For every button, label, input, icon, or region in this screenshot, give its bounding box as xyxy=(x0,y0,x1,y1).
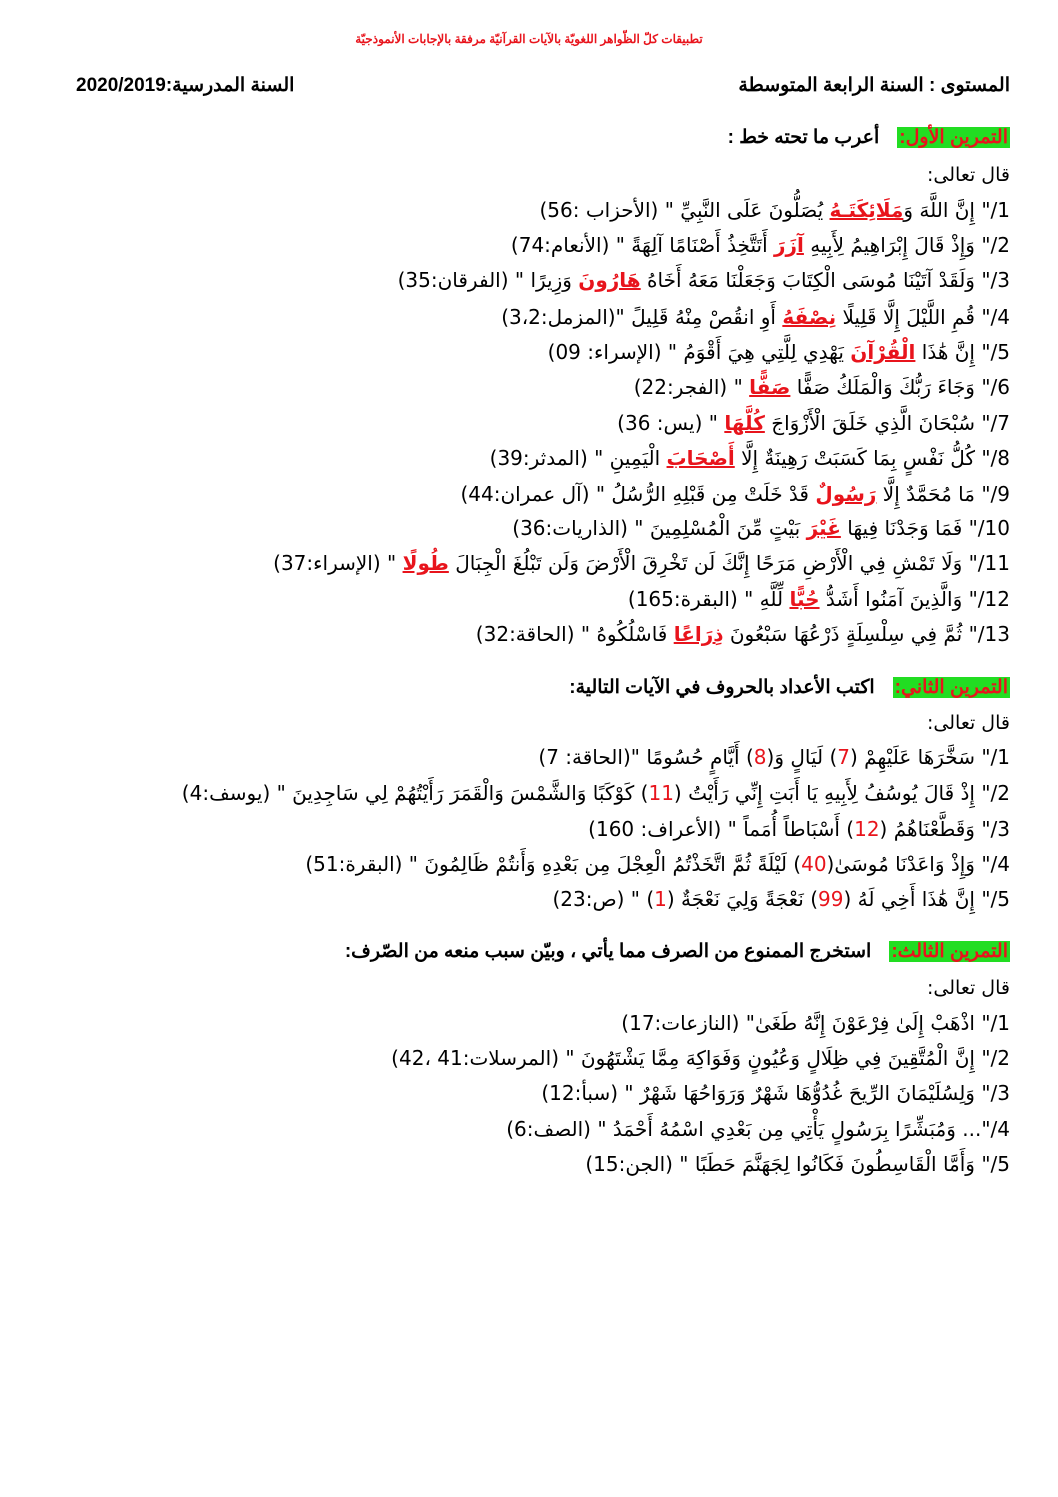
underlined-word: آزَرَ xyxy=(774,233,804,257)
underlined-word: طُولًا xyxy=(402,551,449,575)
school-year-label: السنة المدرسية:2020/2019 xyxy=(76,75,295,96)
level-label: المستوى : السنة الرابعة المتوسطة xyxy=(738,75,1010,96)
ex1-verse-6: 6/" وَجَاءَ رَبُّكَ وَالْمَلَكُ صَفًّا صَفًّا " (الفجر:22) xyxy=(633,375,1010,399)
ex1-verse-9: 9/" مَا مُحَمَّدٌ إِلَّا رَسُولٌ قَدْ خَلَتْ مِن قَبْلِهِ الرُّسُلُ " (آل عمران:44) xyxy=(460,482,1010,506)
number-value: 12 xyxy=(854,817,880,841)
number-value: 7 xyxy=(837,745,850,769)
underlined-word: مَلَائِكَتَـهُ xyxy=(829,198,904,222)
ex2-verse-4: 4/" وَإِذْ وَاعَدْنَا مُوسَىٰ(40) لَيْلَةً ثُمَّ اتَّخَذْتُمُ الْعِجْلَ مِن بَعْدِهِ وَأَنتُمْ ظَالِمُونَ " (البقرة:51) xyxy=(305,852,1010,876)
number-value: 99 xyxy=(818,887,844,911)
ex1-verse-10: 10/" فَمَا وَجَدْنَا فِيهَا غَيْرَ بَيْتٍ مِّنَ الْمُسْلِمِينَ " (الذاريات:36) xyxy=(512,516,1010,540)
ex1-verse-8: 8/" كُلُّ نَفْسٍ بِمَا كَسَبَتْ رَهِينَةٌ إِلَّا أَصْحَابَ الْيَمِينِ " (المدثر:39) xyxy=(489,446,1010,470)
underlined-word: حُبًّا xyxy=(789,587,820,611)
underlined-word: الْقُرْآنَ xyxy=(850,340,916,364)
exercise-3-qala: قال تعالى: xyxy=(927,977,1010,999)
ex3-verse-2: 2/" إِنَّ الْمُتَّقِينَ فِي ظِلَالٍ وَعُيُونٍ وَفَوَاكِهَ مِمَّا يَشْتَهُونَ " (المرسلات:41 ،42) xyxy=(391,1046,1010,1070)
underlined-word: كُلَّهَا xyxy=(724,411,765,435)
underlined-word: أَصْحَابَ xyxy=(666,446,735,470)
ex1-verse-5: 5/" إِنَّ هَٰذَا الْقُرْآنَ يَهْدِي لِلَّتِي هِيَ أَقْوَمُ " (الإسراء: 09) xyxy=(547,340,1010,364)
underlined-word: رَسُولٌ xyxy=(815,482,877,506)
underlined-word: ذِرَاعًا xyxy=(673,622,724,646)
number-value: 40 xyxy=(801,852,827,876)
underlined-word: غَيْرَ xyxy=(806,516,841,540)
ex2-verse-2: 2/" إِذْ قَالَ يُوسُفُ لِأَبِيهِ يَا أَبَتِ إِنِّي رَأَيْتُ (11) كَوْكَبًا وَالشَّمْسَ وَالْقَمَرَ رَأَيْتُهُمْ لِي سَاجِدِينَ " (يوسف:4) xyxy=(181,781,1010,805)
ex2-verse-5: 5/" إِنَّ هَٰذَا أَخِي لَهُ (99) نَعْجَةً وَلِيَ نَعْجَةٌ (1) " (ص:23) xyxy=(552,887,1010,911)
exercise-1-label: التمرين الأول: xyxy=(899,127,1008,148)
ex3-verse-5: 5/" وَأَمَّا الْقَاسِطُونَ فَكَانُوا لِجَهَنَّمَ حَطَبًا " (الجن:15) xyxy=(585,1152,1010,1176)
exercise-1-instruction: أعرب ما تحته خط : xyxy=(727,127,880,148)
ex2-verse-1: 1/" سَخَّرَهَا عَلَيْهِمْ (7) لَيَالٍ وَ(8) أَيَّامٍ حُسُومًا "(الحاقة: 7) xyxy=(538,745,1010,769)
exercise-1-qala: قال تعالى: xyxy=(927,164,1010,186)
underlined-word: صَفًّا xyxy=(749,375,791,399)
ex1-verse-12: 12/" وَالَّذِينَ آمَنُوا أَشَدُّ حُبًّا لِّلَّهِ " (البقرة:165) xyxy=(627,587,1010,611)
ex1-verse-1: 1/" إِنَّ اللَّهَ وَمَلَائِكَتَـهُ يُصَلُّونَ عَلَى النَّبِيِّ " (الأحزاب :56) xyxy=(539,198,1010,222)
exercise-2-label: التمرين الثاني: xyxy=(894,677,1008,698)
ex1-verse-4: 4/" قُمِ اللَّيْلَ إِلَّا قَلِيلًا نِصْفَهُ أَوِ انقُصْ مِنْهُ قَلِيلً "(المزمل:3،2) xyxy=(501,305,1010,329)
underlined-word: هَارُونَ xyxy=(578,268,641,292)
number-value: 8 xyxy=(753,745,767,769)
exercise-3-instruction: استخرج الممنوع من الصرف مما يأتي ، وبيّن سبب منعه من الصّرف: xyxy=(344,941,872,962)
ex2-verse-3: 3/" وَقَطَّعْنَاهُمُ (12) أَسْبَاطاً أُمَماً " (الأعراف: 160) xyxy=(588,817,1010,841)
ex1-verse-2: 2/" وَإِذْ قَالَ إِبْرَاهِيمُ لِأَبِيهِ آزَرَ أَتَتَّخِذُ أَصْنَامًا آلِهَةً " (الأنعام:74) xyxy=(510,233,1010,257)
number-value: 1 xyxy=(654,887,667,911)
ex1-verse-3: 3/" وَلَقَدْ آتَيْنَا مُوسَى الْكِتَابَ وَجَعَلْنَا مَعَهُ أَخَاهُ هَارُونَ وَزِيرًا " (الفرقان:35) xyxy=(397,268,1010,292)
ex3-verse-1: 1/" اذْهَبْ إِلَىٰ فِرْعَوْنَ إِنَّهُ طَغَىٰ" (النازعات:17) xyxy=(621,1011,1010,1035)
ex3-verse-4: 4/"... وَمُبَشِّرًا بِرَسُولٍ يَأْتِي مِن بَعْدِي اسْمُهُ أَحْمَدُ " (الصف:6) xyxy=(506,1117,1010,1141)
exercise-3-heading xyxy=(345,940,1010,963)
ex3-verse-3: 3/" وَلِسُلَيْمَانَ الرِّيحَ غُدُوُّهَا شَهْرٌ وَرَوَاحُهَا شَهْرٌ " (سبأ:12) xyxy=(541,1081,1010,1105)
exercise-1-heading xyxy=(728,126,1010,149)
exercise-2-instruction: اكتب الأعداد بالحروف في الآيات التالية: xyxy=(569,677,875,698)
exercise-2-qala: قال تعالى: xyxy=(927,712,1010,734)
exercise-3-label: التمرين الثالث: xyxy=(891,941,1008,962)
ex1-verse-11: 11/" وَلَا تَمْشِ فِي الْأَرْضِ مَرَحًا إِنَّكَ لَن تَخْرِقَ الْأَرْضَ وَلَن تَبْلُغَ الْجِبَالَ طُولًا " (الإسراء:37) xyxy=(273,551,1010,575)
number-value: 11 xyxy=(648,781,674,805)
exercise-2-heading xyxy=(569,676,1010,699)
underlined-word: نِصْفَهُ xyxy=(782,305,837,329)
ex1-verse-13: 13/" ثُمَّ فِي سِلْسِلَةٍ ذَرْعُهَا سَبْعُونَ ذِرَاعًا فَاسْلُكُوهُ " (الحاقة:32) xyxy=(475,622,1010,646)
page-title: تطبيقات كلّ الظّواهر اللغويّة بالآيات القرآنيّة مرفقة بالإجابات الأنموذجيّة xyxy=(355,32,703,46)
ex1-verse-7: 7/" سُبْحَانَ الَّذِي خَلَقَ الْأَزْوَاجَ كُلَّهَا " (يس: 36) xyxy=(617,411,1010,435)
